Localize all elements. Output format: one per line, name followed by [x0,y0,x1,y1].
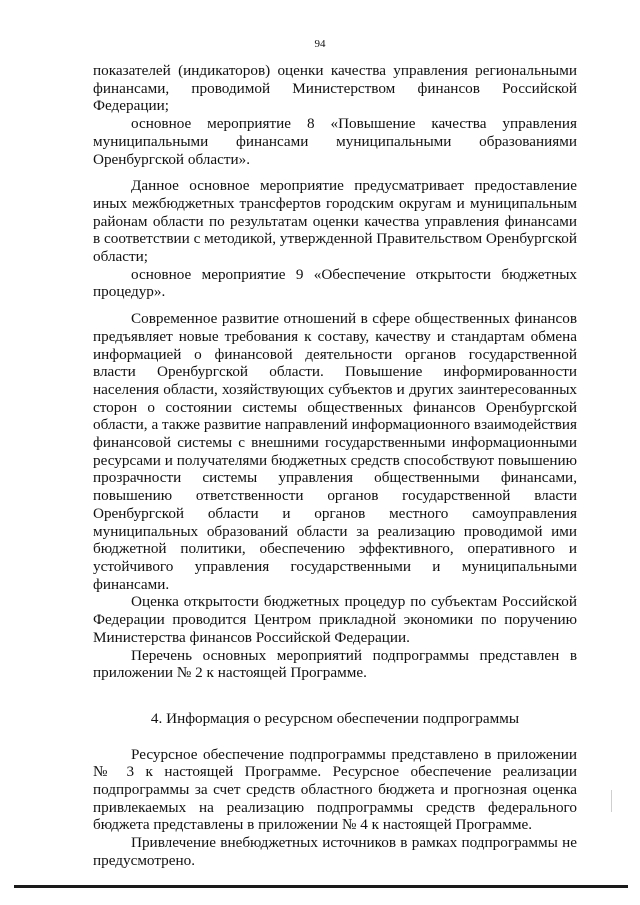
paragraph-measure-8-description: Данное основное мероприятие предусматривает предоставление иных межбюджетных трансфертов городским округам и муниципальным районам области по результатам оценки качества управления финансами в соответствии с методикой, утвержденной Правительством Оренбургской области; [93,177,577,266]
paragraph-openness-assessment: Оценка открытости бюджетных процедур по субъектам Российской Федерации проводится Центром прикладной экономики по поручению Министерства финансов Российской Федерации. [93,593,577,646]
paragraph-public-finance: Современное развитие отношений в сфере общественных финансов предъявляет новые требования к составу, качеству и стандартам обмена информацией о финансовой деятельности органов государственной власти Оренбургской области. Повышение информированности населения области, хозяйствующих субъектов и других заинтересованных сторон о состоянии системы общественных финансов Оренбургской области, а также развитие направлений информационного взаимодействия финансовой системы с внешними государственными информационными ресурсами и получателями бюджетных средств способствуют повышению прозрачности системы управления общественными финансами, повышению ответственности органов государственной власти Оренбургской области и органов местного самоуправления муниципальных образований области за реализацию проводимой ими бюджетной политики, обеспечению эффективного, оперативного и устойчивого управления государственными и муниципальными финансами. [93,310,577,593]
scan-mark [611,790,612,812]
document-body [93,62,577,870]
paragraph-measure-9: основное мероприятие 9 «Обеспечение открытости бюджетных процедур». [93,265,577,301]
page-number: 94 [314,38,326,50]
paragraph-resource-provision: Ресурсное обеспечение подпрограммы представлено в приложении № 3 к настоящей Программе. Ресурсное обеспечение реализации подпрограммы за счет средств областного бюджета и прогнозная оценка привлекаемых на реализацию подпрограммы средств федерального бюджета представлены в приложении № 4 к настоящей Программе. [93,745,577,834]
paragraph-measures-list: Перечень основных мероприятий подпрограммы представлен в приложении № 2 к настоящей Программе. [93,646,577,682]
paragraph-continuation: показателей (индикаторов) оценки качества управления региональными финансами, проводимой Министерством финансов Российской Федерации; [93,62,577,115]
bottom-rule [14,885,628,888]
paragraph-measure-8: основное мероприятие 8 «Повышение качества управления муниципальными финансами муниципальными образованиями Оренбургской области». [93,115,577,168]
section-heading: 4. Информация о ресурсном обеспечении подпрограммы [150,709,520,727]
paragraph-extrabudgetary: Привлечение внебюджетных источников в рамках подпрограммы не предусмотрено. [93,834,577,869]
